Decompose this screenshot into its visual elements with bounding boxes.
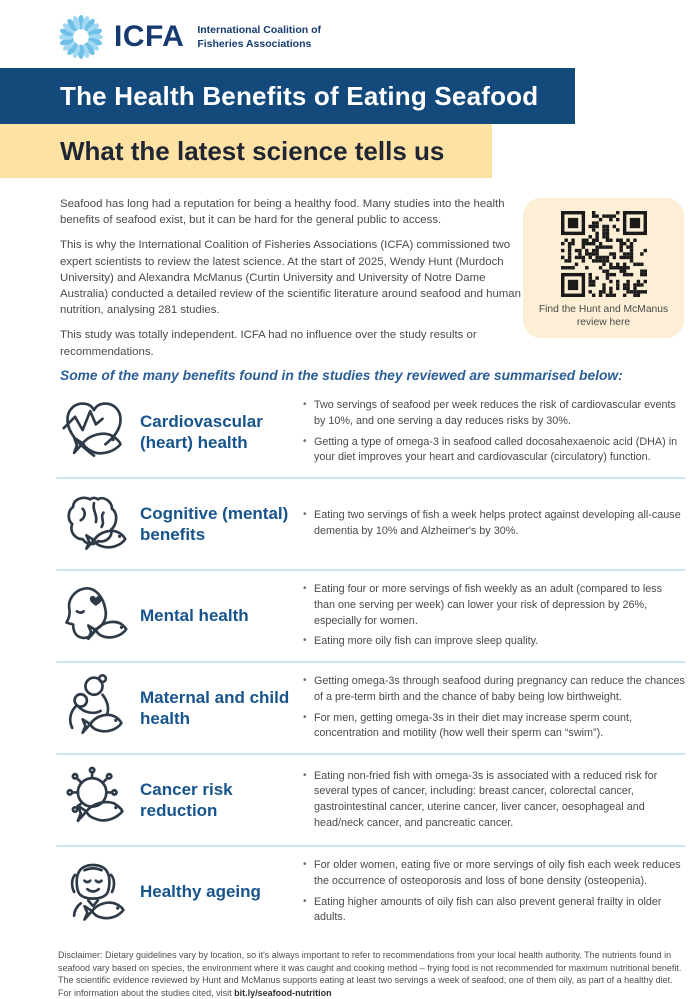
benefit-row-healthy-ageing bbox=[0, 847, 699, 937]
icfa-tagline-line2: Fisheries Associations bbox=[197, 38, 312, 50]
page-title: The Health Benefits of Eating Seafood bbox=[60, 80, 539, 111]
disclaimer-link[interactable]: bit.ly/seafood-nutrition bbox=[234, 987, 332, 998]
icfa-logo-text: ICFA bbox=[114, 20, 185, 53]
benefit-title: Cancer risk reduction bbox=[140, 779, 233, 820]
intro-section bbox=[0, 178, 699, 360]
heart-fish-icon bbox=[58, 396, 140, 468]
benefit-title: Healthy ageing bbox=[140, 882, 261, 902]
benefit-bullet: • Eating four or more servings of fish weekly as an adult (compared to less than one serving per week) can lower your risk of depression by 26%, especially for women. bbox=[302, 582, 685, 629]
head-heart-fish-icon bbox=[58, 580, 140, 652]
elderly-man-fish-icon bbox=[58, 856, 140, 928]
benefit-row-cardiovascular bbox=[0, 387, 699, 477]
benefit-bullet: • Eating non-fried fish with omega-3s is associated with a reduced risk for several types of cancer, including: breast cancer, colorectal cancer, gastrointestinal cancer, uterine cancer, liver cancer, oesophageal and head/neck cancer, and pancreatic cancer. bbox=[302, 769, 685, 832]
qr-card bbox=[523, 198, 684, 338]
icfa-tagline bbox=[197, 23, 321, 51]
mother-child-fish-icon bbox=[58, 672, 140, 744]
benefit-bullet: • Eating more oily fish can improve sleep quality. bbox=[302, 634, 685, 650]
intro-paragraph-2: This is why the International Coalition of Fisheries Associations (ICFA) commissioned two expert scientists to review the latest science. At the start of 2025, Wendy Hunt (Murdoch University) and Alexandra McManus (Curtin University and University of Notre Dame Australia) conducted a detailed review of the scientific literature around seafood and human nutrition, analysing 281 studies. bbox=[60, 239, 521, 317]
intro-text bbox=[60, 196, 522, 360]
benefit-row-mental-health bbox=[0, 571, 699, 661]
benefit-bullets bbox=[290, 582, 685, 650]
benefit-bullets bbox=[290, 398, 685, 466]
benefit-bullet: • Eating higher amounts of oily fish can also prevent general frailty in older adults. bbox=[302, 895, 685, 926]
benefit-bullet: • Getting omega-3s through seafood during pregnancy can reduce the chances of a pre-term birth and the chance of baby being low birthweight. bbox=[302, 674, 685, 705]
benefit-bullet: • Two servings of seafood per week reduces the risk of cardiovascular events by 10%, and one serving a day reduces risks by 30%. bbox=[302, 398, 685, 429]
intro-paragraph-3: This study was totally independent. ICFA had no influence over the study results or recommendations. bbox=[60, 329, 477, 358]
benefit-bullet: • Eating two servings of fish a week helps protect against developing all-cause dementia by 10% and Alzheimer's by 30%. bbox=[302, 508, 685, 539]
page-subtitle: What the latest science tells us bbox=[60, 135, 445, 166]
qr-caption: Find the Hunt and McManus review here bbox=[538, 304, 669, 329]
benefit-title: Mental health bbox=[140, 606, 249, 626]
benefit-bullets bbox=[290, 769, 685, 832]
benefit-bullets bbox=[290, 508, 685, 539]
benefit-bullet: • For men, getting omega-3s in their diet may increase sperm count, concentration and motility (how well their sperm can “swim”). bbox=[302, 711, 685, 742]
title-banner bbox=[0, 68, 575, 124]
icfa-mandala-icon bbox=[58, 14, 104, 60]
benefit-bullets bbox=[290, 674, 685, 742]
disclaimer bbox=[58, 949, 685, 999]
benefits-list bbox=[0, 387, 699, 937]
benefit-title: Maternal and child health bbox=[140, 687, 290, 728]
benefit-row-maternal bbox=[0, 663, 699, 753]
subtitle-banner bbox=[0, 124, 492, 178]
benefit-row-cognitive bbox=[0, 479, 699, 569]
benefit-title: Cognitive (mental) benefits bbox=[140, 503, 289, 544]
icfa-tagline-line1: International Coalition of bbox=[197, 23, 322, 36]
qr-code-icon bbox=[561, 211, 647, 297]
cancer-cell-fish-icon bbox=[58, 764, 140, 836]
benefit-title: Cardiovascular (heart) health bbox=[140, 411, 263, 452]
disclaimer-text: Disclaimer: Dietary guidelines vary by location, so it's always important to refer to recommendations from your local health authority. The nutrients found in seafood vary based on species, the environment where it was caught and cooking method – frying food is not recommended for maximum nutritional benefit. The scientific evidence reviewed by Hunt and McManus supports eating at least two servings a week of seafood, one of them oily, as part of a healthy diet. For information about the studies cited, visit bbox=[58, 950, 682, 998]
intro-paragraph-1: Seafood has long had a reputation for being a healthy food. Many studies into the health benefits of seafood exist, but it can be hard for the general public to access. bbox=[60, 198, 505, 227]
benefit-bullet: • Getting a type of omega-3 in seafood called docosahexaenoic acid (DHA) in your diet improves your heart and cardiovascular (circulatory) function. bbox=[302, 435, 685, 466]
benefit-bullet: • For older women, eating five or more servings of oily fish each week reduces the occurrence of osteoporosis and loss of bone density (osteopenia). bbox=[302, 858, 685, 889]
header bbox=[0, 0, 699, 68]
benefit-bullets bbox=[290, 858, 685, 926]
brain-fish-icon bbox=[58, 488, 140, 560]
benefits-heading: Some of the many benefits found in the studies they reviewed are summarised below: bbox=[60, 368, 623, 383]
benefit-row-cancer bbox=[0, 755, 699, 845]
